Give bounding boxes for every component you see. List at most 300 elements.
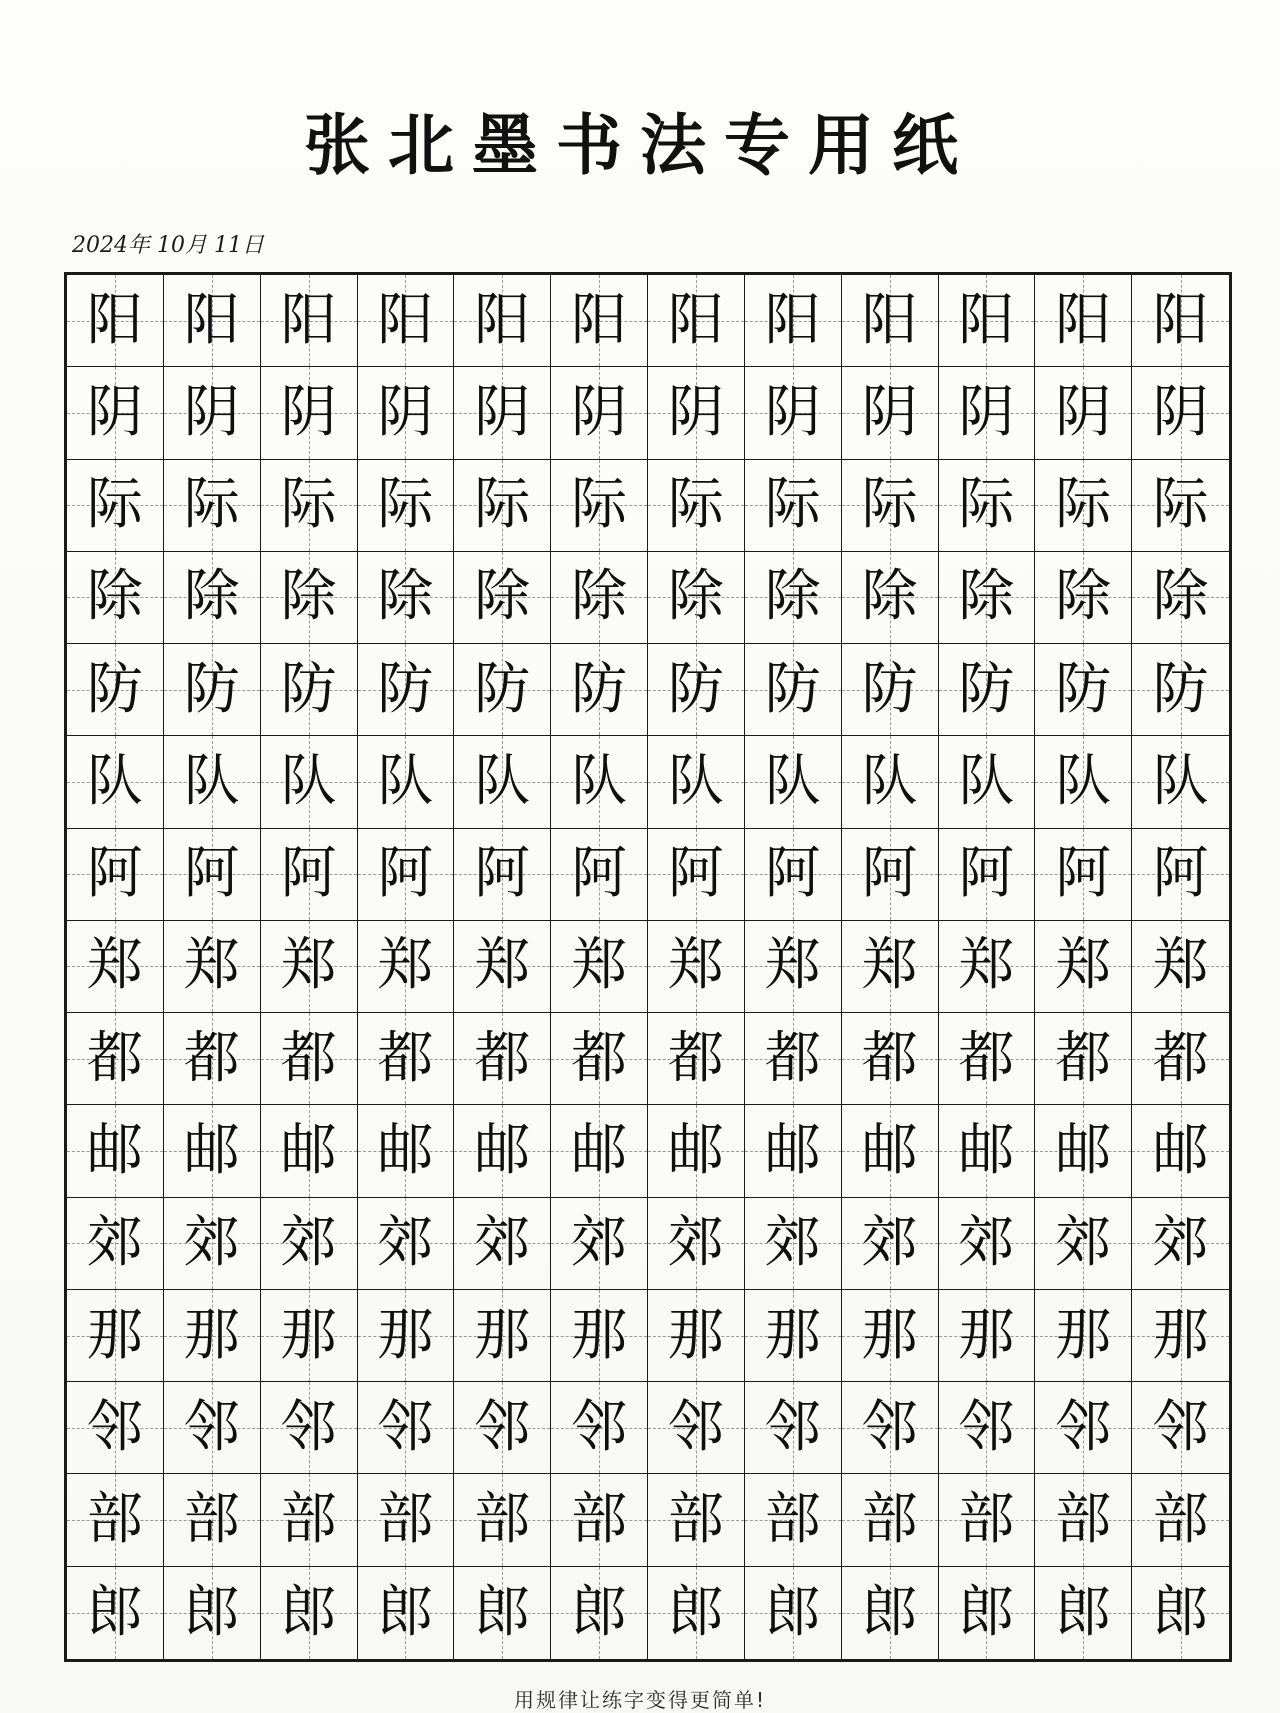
grid-cell xyxy=(1132,552,1229,644)
grid-cell xyxy=(745,552,842,644)
grid-cell xyxy=(1132,1567,1229,1659)
practice-character: 阿 xyxy=(1152,841,1209,907)
grid-cell xyxy=(745,1105,842,1197)
practice-character: 郊 xyxy=(1152,1210,1209,1276)
practice-character: 阳 xyxy=(667,287,724,353)
grid-cell xyxy=(648,552,745,644)
footer-slogan: 用规律让练字变得更简单! xyxy=(513,1688,767,1712)
grid-cell xyxy=(551,1013,648,1105)
practice-character: 部 xyxy=(86,1487,143,1553)
grid-cell xyxy=(1035,644,1132,736)
practice-character: 那 xyxy=(667,1302,724,1368)
grid-cell xyxy=(648,275,745,367)
practice-character: 除 xyxy=(571,564,628,630)
practice-character: 部 xyxy=(377,1487,434,1553)
practice-character: 除 xyxy=(280,564,337,630)
practice-character: 邻 xyxy=(280,1394,337,1460)
practice-character: 阿 xyxy=(1055,841,1112,907)
practice-character: 郎 xyxy=(958,1579,1015,1645)
grid-cell xyxy=(358,275,455,367)
practice-character: 部 xyxy=(1055,1487,1112,1553)
grid-cell xyxy=(454,1198,551,1290)
practice-character: 都 xyxy=(280,1025,337,1091)
grid-cell xyxy=(551,1382,648,1474)
grid-cell xyxy=(67,367,164,459)
practice-character: 郎 xyxy=(183,1579,240,1645)
practice-character: 除 xyxy=(183,564,240,630)
practice-character: 部 xyxy=(571,1487,628,1553)
grid-cell xyxy=(1035,829,1132,921)
grid-cell xyxy=(939,829,1036,921)
practice-character: 阳 xyxy=(377,287,434,353)
practice-character: 际 xyxy=(474,472,531,538)
practice-character: 防 xyxy=(1055,656,1112,722)
practice-character: 邻 xyxy=(474,1394,531,1460)
grid-cell xyxy=(1035,1567,1132,1659)
grid-cell xyxy=(1132,367,1229,459)
grid-cell xyxy=(939,644,1036,736)
grid-cell xyxy=(67,552,164,644)
practice-character: 郊 xyxy=(1055,1210,1112,1276)
practice-character: 邮 xyxy=(86,1118,143,1184)
practice-character: 邮 xyxy=(377,1118,434,1184)
grid-cell xyxy=(1132,921,1229,1013)
practice-character: 阳 xyxy=(861,287,918,353)
practice-character: 郑 xyxy=(280,933,337,999)
practice-character: 部 xyxy=(183,1487,240,1553)
grid-cell xyxy=(164,1198,261,1290)
grid-cell xyxy=(261,1013,358,1105)
practice-character: 郑 xyxy=(571,933,628,999)
practice-character: 郊 xyxy=(86,1210,143,1276)
practice-character: 阿 xyxy=(474,841,531,907)
grid-cell xyxy=(261,1567,358,1659)
practice-character: 际 xyxy=(571,472,628,538)
grid-cell xyxy=(551,1474,648,1566)
grid-cell xyxy=(1132,736,1229,828)
grid-cell xyxy=(164,1382,261,1474)
grid-cell xyxy=(1035,275,1132,367)
practice-character: 那 xyxy=(86,1302,143,1368)
practice-character: 邻 xyxy=(861,1394,918,1460)
practice-character: 邮 xyxy=(667,1118,724,1184)
grid-cell xyxy=(454,644,551,736)
grid-cell xyxy=(164,367,261,459)
grid-cell xyxy=(745,1567,842,1659)
grid-cell xyxy=(454,1105,551,1197)
grid-cell xyxy=(648,644,745,736)
practice-character: 阴 xyxy=(667,379,724,445)
practice-character: 防 xyxy=(377,656,434,722)
grid-cell xyxy=(551,921,648,1013)
practice-character: 邻 xyxy=(571,1394,628,1460)
grid-cell xyxy=(1035,1290,1132,1382)
grid-cell xyxy=(842,829,939,921)
grid-cell xyxy=(261,367,358,459)
grid-cell xyxy=(1132,275,1229,367)
practice-character: 阴 xyxy=(183,379,240,445)
grid-cell xyxy=(454,1567,551,1659)
grid-cell xyxy=(551,1105,648,1197)
grid-cell xyxy=(551,1290,648,1382)
practice-character: 郑 xyxy=(667,933,724,999)
grid-cell xyxy=(261,1382,358,1474)
practice-character: 队 xyxy=(1055,748,1112,814)
practice-character: 队 xyxy=(474,748,531,814)
practice-character: 际 xyxy=(764,472,821,538)
grid-cell xyxy=(358,829,455,921)
practice-character: 郑 xyxy=(861,933,918,999)
grid-cell xyxy=(842,1198,939,1290)
grid-cell xyxy=(745,275,842,367)
practice-character: 阳 xyxy=(474,287,531,353)
practice-character: 那 xyxy=(571,1302,628,1368)
practice-character: 阴 xyxy=(86,379,143,445)
grid-cell xyxy=(745,367,842,459)
grid-cell xyxy=(648,736,745,828)
practice-character: 除 xyxy=(1055,564,1112,630)
practice-character: 邮 xyxy=(861,1118,918,1184)
practice-character: 阿 xyxy=(861,841,918,907)
grid-cell xyxy=(939,1290,1036,1382)
grid-cell xyxy=(358,367,455,459)
practice-character: 郎 xyxy=(86,1579,143,1645)
grid-cell xyxy=(358,552,455,644)
practice-character: 郎 xyxy=(667,1579,724,1645)
grid-cell xyxy=(551,644,648,736)
grid-cell xyxy=(454,1013,551,1105)
grid-cell xyxy=(648,1290,745,1382)
grid-cell xyxy=(745,1013,842,1105)
practice-character: 阿 xyxy=(86,841,143,907)
practice-character: 邮 xyxy=(474,1118,531,1184)
practice-character: 郑 xyxy=(183,933,240,999)
practice-character: 队 xyxy=(764,748,821,814)
grid-cell xyxy=(939,1382,1036,1474)
practice-character: 都 xyxy=(183,1025,240,1091)
grid-cell xyxy=(67,644,164,736)
grid-cell xyxy=(164,921,261,1013)
grid-cell xyxy=(1035,1198,1132,1290)
grid-cell xyxy=(67,1105,164,1197)
practice-character: 阴 xyxy=(764,379,821,445)
grid-cell xyxy=(648,829,745,921)
practice-character: 部 xyxy=(1152,1487,1209,1553)
grid-cell xyxy=(164,1567,261,1659)
practice-character: 郎 xyxy=(764,1579,821,1645)
practice-character: 邮 xyxy=(1152,1118,1209,1184)
practice-character: 郎 xyxy=(1055,1579,1112,1645)
grid-cell xyxy=(939,1567,1036,1659)
grid-cell xyxy=(1132,1013,1229,1105)
grid-cell xyxy=(842,275,939,367)
grid-cell xyxy=(648,921,745,1013)
grid-cell xyxy=(261,460,358,552)
practice-character: 邻 xyxy=(1152,1394,1209,1460)
practice-character: 邻 xyxy=(1055,1394,1112,1460)
practice-character: 际 xyxy=(1055,472,1112,538)
grid-cell xyxy=(939,736,1036,828)
grid-cell xyxy=(842,736,939,828)
grid-cell xyxy=(358,1198,455,1290)
grid-cell xyxy=(842,644,939,736)
grid-cell xyxy=(1035,552,1132,644)
practice-character: 除 xyxy=(667,564,724,630)
practice-character: 郊 xyxy=(764,1210,821,1276)
practice-character: 那 xyxy=(377,1302,434,1368)
grid-cell xyxy=(745,1290,842,1382)
practice-character: 那 xyxy=(280,1302,337,1368)
practice-character: 邻 xyxy=(764,1394,821,1460)
grid-cell xyxy=(842,367,939,459)
practice-character: 际 xyxy=(958,472,1015,538)
grid-cell xyxy=(745,1198,842,1290)
grid-cell xyxy=(745,736,842,828)
practice-character: 际 xyxy=(183,472,240,538)
practice-character: 那 xyxy=(183,1302,240,1368)
practice-character: 除 xyxy=(86,564,143,630)
practice-character: 阴 xyxy=(958,379,1015,445)
grid-cell xyxy=(358,736,455,828)
grid-cell xyxy=(261,275,358,367)
practice-character: 阳 xyxy=(1055,287,1112,353)
grid-cell xyxy=(67,460,164,552)
practice-character: 际 xyxy=(667,472,724,538)
grid-cell xyxy=(67,275,164,367)
practice-character: 队 xyxy=(183,748,240,814)
practice-character: 那 xyxy=(958,1302,1015,1368)
grid-cell xyxy=(939,552,1036,644)
practice-character: 防 xyxy=(86,656,143,722)
practice-character: 那 xyxy=(474,1302,531,1368)
practice-character: 阿 xyxy=(183,841,240,907)
practice-character: 除 xyxy=(377,564,434,630)
practice-character: 都 xyxy=(1152,1025,1209,1091)
practice-character: 邻 xyxy=(667,1394,724,1460)
practice-character: 阴 xyxy=(861,379,918,445)
practice-character: 部 xyxy=(861,1487,918,1553)
grid-cell xyxy=(164,1290,261,1382)
practice-character: 郎 xyxy=(280,1579,337,1645)
grid-cell xyxy=(842,1290,939,1382)
practice-character: 郎 xyxy=(571,1579,628,1645)
grid-cell xyxy=(164,1105,261,1197)
grid-cell xyxy=(842,1567,939,1659)
grid-cell xyxy=(648,1474,745,1566)
practice-character: 际 xyxy=(1152,472,1209,538)
practice-character: 阳 xyxy=(764,287,821,353)
grid-cell xyxy=(648,367,745,459)
grid-cell xyxy=(454,1382,551,1474)
practice-character: 郎 xyxy=(1152,1579,1209,1645)
grid-cell xyxy=(164,1474,261,1566)
grid-cell xyxy=(745,829,842,921)
practice-character: 际 xyxy=(377,472,434,538)
grid-cell xyxy=(745,1474,842,1566)
practice-character: 邮 xyxy=(958,1118,1015,1184)
grid-cell xyxy=(1132,1382,1229,1474)
practice-character: 邮 xyxy=(571,1118,628,1184)
grid-cell xyxy=(454,1474,551,1566)
grid-cell xyxy=(1132,644,1229,736)
page-title: 张北墨书法专用纸 xyxy=(304,106,976,184)
grid-cell xyxy=(551,829,648,921)
grid-cell xyxy=(745,460,842,552)
grid-cell xyxy=(745,644,842,736)
practice-character: 都 xyxy=(377,1025,434,1091)
practice-character: 郑 xyxy=(1152,933,1209,999)
practice-character: 部 xyxy=(474,1487,531,1553)
practice-character: 阳 xyxy=(86,287,143,353)
grid-cell xyxy=(842,1013,939,1105)
practice-character: 部 xyxy=(280,1487,337,1553)
practice-character: 都 xyxy=(1055,1025,1112,1091)
grid-cell xyxy=(1035,736,1132,828)
grid-cell xyxy=(1035,367,1132,459)
grid-cell xyxy=(261,1198,358,1290)
practice-character: 阿 xyxy=(958,841,1015,907)
grid-cell xyxy=(842,921,939,1013)
grid-cell xyxy=(1035,921,1132,1013)
practice-character: 郊 xyxy=(474,1210,531,1276)
grid-cell xyxy=(358,644,455,736)
practice-character: 邮 xyxy=(764,1118,821,1184)
grid-cell xyxy=(939,1198,1036,1290)
practice-character: 郊 xyxy=(183,1210,240,1276)
grid-cell xyxy=(842,1474,939,1566)
practice-character: 除 xyxy=(474,564,531,630)
practice-character: 都 xyxy=(571,1025,628,1091)
grid-cell xyxy=(358,1013,455,1105)
practice-character: 都 xyxy=(958,1025,1015,1091)
practice-character: 邻 xyxy=(183,1394,240,1460)
practice-character: 阴 xyxy=(474,379,531,445)
practice-character: 邮 xyxy=(183,1118,240,1184)
grid-cell xyxy=(67,1474,164,1566)
grid-cell xyxy=(648,1567,745,1659)
practice-character: 邻 xyxy=(86,1394,143,1460)
grid-cell xyxy=(261,921,358,1013)
grid-cell xyxy=(1132,1290,1229,1382)
grid-cell xyxy=(164,275,261,367)
grid-cell xyxy=(745,1382,842,1474)
grid-cell xyxy=(1035,1474,1132,1566)
grid-cell xyxy=(551,552,648,644)
practice-character: 队 xyxy=(667,748,724,814)
practice-character: 防 xyxy=(958,656,1015,722)
practice-character: 防 xyxy=(667,656,724,722)
practice-character: 郑 xyxy=(764,933,821,999)
practice-character: 队 xyxy=(571,748,628,814)
practice-character: 阳 xyxy=(958,287,1015,353)
practice-grid xyxy=(64,272,1232,1662)
grid-cell xyxy=(551,367,648,459)
practice-character: 郊 xyxy=(280,1210,337,1276)
grid-cell xyxy=(358,1290,455,1382)
practice-character: 郊 xyxy=(958,1210,1015,1276)
practice-character: 郊 xyxy=(377,1210,434,1276)
grid-cell xyxy=(551,1567,648,1659)
grid-cell xyxy=(358,1382,455,1474)
grid-cell xyxy=(745,921,842,1013)
grid-cell xyxy=(67,1382,164,1474)
practice-character: 郑 xyxy=(1055,933,1112,999)
date-label: 2024年 10月 11日 xyxy=(72,233,264,258)
practice-character: 际 xyxy=(280,472,337,538)
grid-cell xyxy=(648,1382,745,1474)
grid-cell xyxy=(648,1013,745,1105)
practice-character: 除 xyxy=(861,564,918,630)
practice-character: 阿 xyxy=(377,841,434,907)
practice-character: 除 xyxy=(958,564,1015,630)
grid-cell xyxy=(1035,460,1132,552)
practice-character: 都 xyxy=(764,1025,821,1091)
practice-character: 郎 xyxy=(861,1579,918,1645)
grid-cell xyxy=(1132,829,1229,921)
practice-character: 部 xyxy=(764,1487,821,1553)
grid-cell xyxy=(67,1567,164,1659)
practice-character: 邻 xyxy=(377,1394,434,1460)
grid-cell xyxy=(358,460,455,552)
practice-character: 队 xyxy=(377,748,434,814)
practice-character: 阴 xyxy=(280,379,337,445)
grid-cell xyxy=(67,1290,164,1382)
grid-cell xyxy=(454,460,551,552)
grid-cell xyxy=(939,275,1036,367)
grid-cell xyxy=(454,829,551,921)
grid-cell xyxy=(1132,1198,1229,1290)
grid-cell xyxy=(454,1290,551,1382)
grid-cell xyxy=(939,921,1036,1013)
practice-character: 阿 xyxy=(764,841,821,907)
grid-cell xyxy=(261,1290,358,1382)
practice-character: 防 xyxy=(571,656,628,722)
grid-cell xyxy=(939,1474,1036,1566)
grid-cell xyxy=(939,460,1036,552)
practice-character: 阿 xyxy=(571,841,628,907)
practice-character: 那 xyxy=(1152,1302,1209,1368)
practice-character: 都 xyxy=(86,1025,143,1091)
practice-character: 郊 xyxy=(861,1210,918,1276)
grid-cell xyxy=(1035,1105,1132,1197)
practice-character: 阳 xyxy=(1152,287,1209,353)
grid-cell xyxy=(67,736,164,828)
practice-character: 队 xyxy=(1152,748,1209,814)
practice-character: 防 xyxy=(861,656,918,722)
grid-cell xyxy=(454,552,551,644)
grid-cell xyxy=(842,1105,939,1197)
grid-cell xyxy=(261,1474,358,1566)
practice-character: 郑 xyxy=(86,933,143,999)
practice-character: 防 xyxy=(1152,656,1209,722)
practice-character: 除 xyxy=(764,564,821,630)
grid-cell xyxy=(551,736,648,828)
practice-character: 阳 xyxy=(280,287,337,353)
grid-cell xyxy=(1035,1382,1132,1474)
practice-character: 阴 xyxy=(377,379,434,445)
practice-character: 郊 xyxy=(571,1210,628,1276)
grid-cell xyxy=(842,552,939,644)
practice-character: 那 xyxy=(764,1302,821,1368)
grid-cell xyxy=(842,1382,939,1474)
grid-cell xyxy=(454,736,551,828)
practice-character: 阿 xyxy=(667,841,724,907)
grid-cell xyxy=(164,736,261,828)
grid-cell xyxy=(164,829,261,921)
practice-character: 部 xyxy=(958,1487,1015,1553)
grid-cell xyxy=(261,1105,358,1197)
practice-character: 阴 xyxy=(1152,379,1209,445)
